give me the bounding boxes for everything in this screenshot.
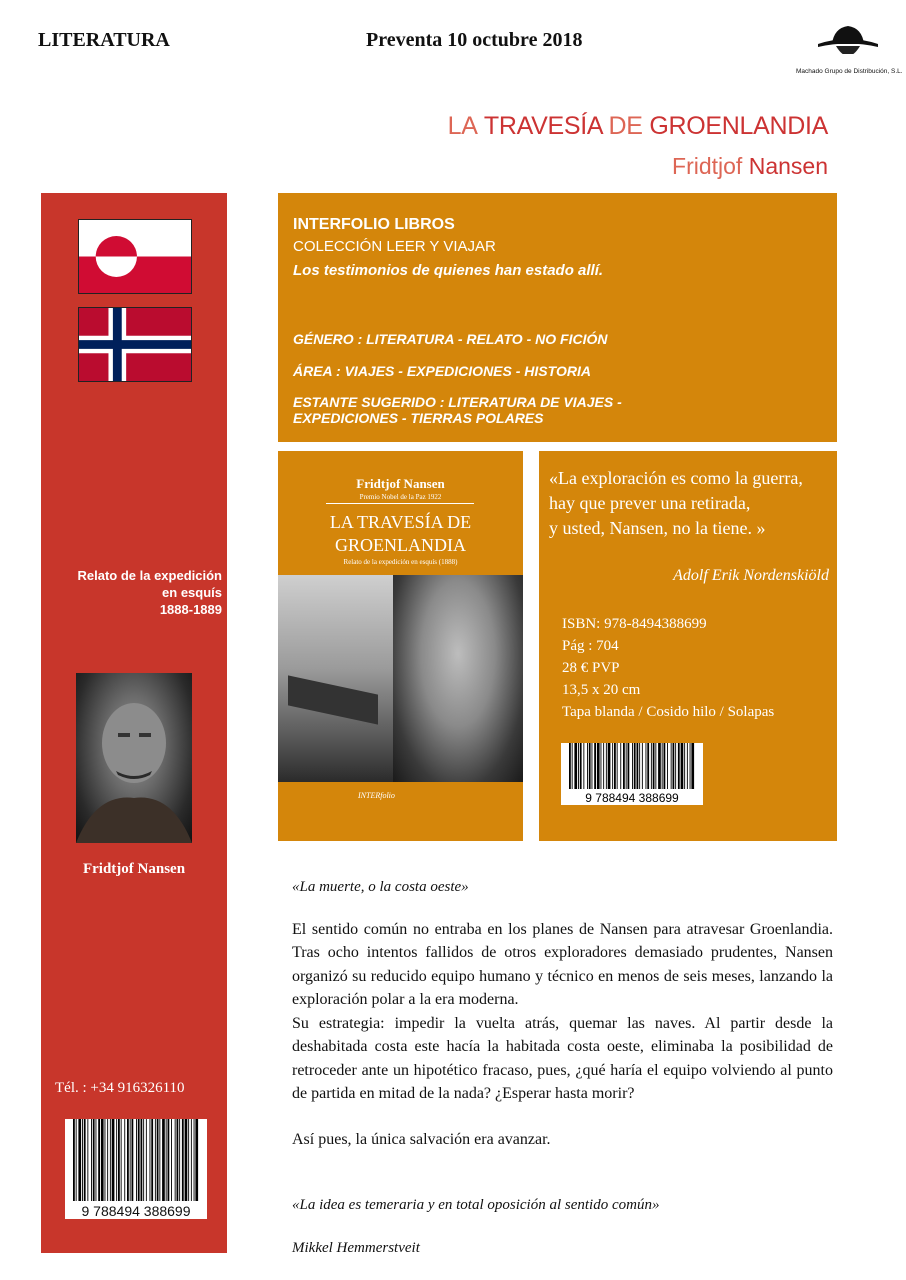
barcode-bar	[675, 743, 676, 789]
shelf-line2: EXPEDICIONES - TIERRAS POLARES	[293, 410, 544, 426]
barcode-bar	[639, 743, 640, 789]
barcode-bar	[171, 1119, 172, 1201]
book-title-header	[448, 112, 828, 141]
barcode-bar	[76, 1119, 77, 1201]
barcode-bar	[574, 743, 577, 789]
barcode-bar	[87, 1119, 88, 1201]
barcode-bar	[168, 1119, 170, 1201]
barcode-bar	[182, 1119, 184, 1201]
subtitle-years: 1888-1889	[159, 602, 222, 617]
cover-publisher-mark: INTERfolio	[358, 791, 395, 800]
barcode-bar	[101, 1119, 104, 1201]
nansen-face-image	[393, 575, 523, 782]
barcode-bar	[157, 1119, 159, 1201]
barcode-bar	[194, 1119, 195, 1201]
barcode-bar	[188, 1119, 189, 1201]
subtitle-line2: en esquís	[162, 585, 222, 600]
barcode-bar	[130, 1119, 131, 1201]
barcode-bar	[687, 743, 688, 789]
book-cover	[278, 451, 523, 841]
barcode-bar	[594, 743, 596, 789]
barcode-bar	[151, 1119, 153, 1201]
barcode-bar	[138, 1119, 140, 1201]
barcode-bar	[678, 743, 680, 789]
sidebar-barcode-number: 9 788494 388699	[65, 1203, 207, 1219]
barcode-bar	[116, 1119, 117, 1201]
cover-award: Premio Nobel de la Paz 1922	[359, 493, 442, 501]
body-paragraph3: Así pues, la única salvación era avanzar.	[292, 1131, 551, 1148]
barcode-bar	[620, 743, 621, 789]
quote-line1: «La exploración es como la guerra,	[549, 468, 803, 488]
genre-line: GÉNERO : LITERATURA - RELATO - NO FICIÓN	[293, 331, 608, 347]
barcode-bar	[146, 1119, 147, 1201]
barcode-bar	[655, 743, 656, 789]
barcode-bar	[136, 1119, 137, 1201]
barcode-bar	[623, 743, 625, 789]
cover-subtitle: Relato de la expedición en esquís (1888)	[343, 558, 458, 566]
spec-isbn: ISBN: 978-8494388699	[562, 616, 707, 632]
cover-divider	[326, 503, 474, 504]
barcode-bar	[637, 743, 639, 789]
barcode-bar	[110, 1119, 111, 1201]
barcode-bar	[662, 743, 663, 789]
barcode-bar	[592, 743, 593, 789]
barcode-bar	[82, 1119, 83, 1201]
publisher-name: INTERFOLIO LIBROS	[293, 216, 455, 233]
collection-tagline: Los testimonios de quienes han estado allí.	[293, 262, 604, 279]
spec-size: 13,5 x 20 cm	[562, 682, 641, 698]
isbn-barcode	[561, 743, 703, 805]
author-first: Fridtjof	[672, 153, 743, 179]
barcode-bar	[98, 1119, 100, 1201]
info-box	[278, 193, 837, 442]
nansen-portrait	[76, 673, 192, 843]
barcode-bar	[671, 743, 672, 789]
barcode-bar	[185, 1119, 188, 1201]
barcode-bar	[653, 743, 655, 789]
barcode-bar	[617, 743, 618, 789]
barcode-bar	[589, 743, 591, 789]
body-heading: «La muerte, o la costa oeste»	[292, 879, 469, 895]
barcode-bar	[107, 1119, 108, 1201]
barcode-bar	[191, 1119, 192, 1201]
barcode-bar	[608, 743, 611, 789]
barcode-bar	[195, 1119, 198, 1201]
barcode-bar	[78, 1119, 81, 1201]
barcode-bar	[155, 1119, 156, 1201]
barcode-bar	[664, 743, 666, 789]
barcode-bar	[150, 1119, 151, 1201]
quote-text	[549, 466, 803, 541]
barcode-bar	[569, 743, 571, 789]
phone-number: Tél. : +34 916326110	[55, 1080, 185, 1096]
quote-box	[539, 451, 837, 841]
barcode-bar	[658, 743, 661, 789]
quote-line3: y usted, Nansen, no la tiene. »	[549, 518, 766, 538]
barcode-bar	[681, 743, 684, 789]
barcode-bar	[580, 743, 582, 789]
title-travesia: TRAVESÍA	[483, 112, 602, 140]
barcode-bar	[96, 1119, 97, 1201]
barcode-bar	[646, 743, 647, 789]
distributor-name: Machado Grupo de Distribución, S.L.	[796, 68, 903, 75]
barcode-bar	[606, 743, 607, 789]
barcode-bar	[112, 1119, 115, 1201]
author-header	[672, 153, 828, 180]
sidebar	[41, 193, 227, 1253]
subtitle-line1: Relato de la expedición	[77, 568, 222, 583]
spec-binding: Tapa blanda / Cosido hilo / Solapas	[562, 704, 775, 720]
barcode-bar	[118, 1119, 120, 1201]
body-paragraph2: Su estrategia: impedir la vuelta atrás, quemar las naves. Al partir desde la deshabitada costa este hacía la habitada costa oeste, eliminaba la posibilidad de retroceder ante un hipotético fracaso, pues, ¿qué haría el equipo volviendo al punto de partida en mitad de la nada? ¿Esperar hasta morir?	[292, 1015, 833, 1103]
barcode-bar	[601, 743, 602, 789]
area-line: ÁREA : VIAJES - EXPEDICIONES - HISTORIA	[293, 363, 591, 379]
barcode-bar	[73, 1119, 75, 1201]
barcode-bar	[603, 743, 604, 789]
sled-image	[288, 675, 378, 724]
barcode-bar	[626, 743, 627, 789]
collection-name: COLECCIÓN LEER Y VIAJAR	[293, 238, 496, 255]
title-la: LA	[447, 112, 478, 140]
barcode-bar	[143, 1119, 144, 1201]
body-paragraph1: El sentido común no entraba en los planes de Nansen para atravesar Groenlandia. Tras ocho intentos fallidos de otros exploradores demasiado prudentes, Nansen organizó su reducido equipo humano y técnico en menos de seis meses, lanzando la exploración polar a la era moderna.	[292, 921, 833, 1009]
isbn-barcode-number: 9 788494 388699	[561, 791, 703, 805]
author-last: Nansen	[748, 153, 828, 179]
sidebar-barcode	[65, 1119, 207, 1219]
cover-title-line1: LA TRAVESÍA DE	[329, 512, 472, 532]
presale-date: Preventa 10 octubre 2018	[366, 29, 583, 51]
barcode-bar	[612, 743, 613, 789]
barcode-bar	[132, 1119, 134, 1201]
quote-line2: hay que prever una retirada,	[549, 493, 751, 513]
barcode-bar	[572, 743, 573, 789]
norway-flag-icon	[78, 307, 192, 382]
barcode-bar	[121, 1119, 122, 1201]
barcode-bar	[166, 1119, 167, 1201]
barcode-bar	[642, 743, 643, 789]
expedition-subtitle	[42, 567, 222, 618]
barcode-bar	[162, 1119, 165, 1201]
spec-pages: Pág : 704	[562, 638, 619, 654]
barcode-bar	[632, 743, 633, 789]
barcode-bar	[673, 743, 675, 789]
barcode-bar	[690, 743, 691, 789]
barcode-bar	[647, 743, 649, 789]
body-quote: «La idea es temeraria y en total oposición al sentido común»	[292, 1197, 660, 1213]
barcode-bar	[179, 1119, 180, 1201]
barcode-bar	[578, 743, 579, 789]
greenland-flag-icon	[78, 219, 192, 294]
cover-title	[278, 511, 523, 557]
category-label: LITERATURA	[38, 29, 170, 51]
spec-price: 28 € PVP	[562, 660, 620, 676]
barcode-bar	[628, 743, 630, 789]
title-groenlandia: GROENLANDIA	[649, 112, 828, 140]
body-quote-author: Mikkel Hemmerstveit	[292, 1240, 420, 1256]
title-de: DE	[608, 112, 643, 140]
barcode-bar	[175, 1119, 176, 1201]
barcode-bar	[587, 743, 588, 789]
shelf-line1: ESTANTE SUGERIDO : LITERATURA DE VIAJES -	[293, 394, 622, 410]
barcode-bar	[583, 743, 584, 789]
cover-title-line2: GROENLANDIA	[335, 535, 466, 555]
barcode-bar	[105, 1119, 106, 1201]
cover-photo	[278, 575, 523, 782]
barcode-bar	[651, 743, 652, 789]
barcode-bar	[667, 743, 668, 789]
quote-attribution: Adolf Erik Nordenskiöld	[673, 567, 829, 584]
barcode-bar	[159, 1119, 160, 1201]
barcode-bar	[93, 1119, 95, 1201]
barcode-bar	[91, 1119, 92, 1201]
barcode-bar	[124, 1119, 125, 1201]
barcode-bar	[141, 1119, 143, 1201]
portrait-caption: Fridtjof Nansen	[82, 861, 186, 877]
barcode-bar	[597, 743, 600, 789]
barcode-bar	[691, 743, 694, 789]
cover-author: Fridtjof Nansen	[356, 476, 445, 491]
barcode-bar	[614, 743, 616, 789]
barcode-bar	[127, 1119, 129, 1201]
barcode-bar	[177, 1119, 179, 1201]
barcode-bar	[684, 743, 685, 789]
barcode-bar	[634, 743, 636, 789]
barcode-bar	[84, 1119, 86, 1201]
